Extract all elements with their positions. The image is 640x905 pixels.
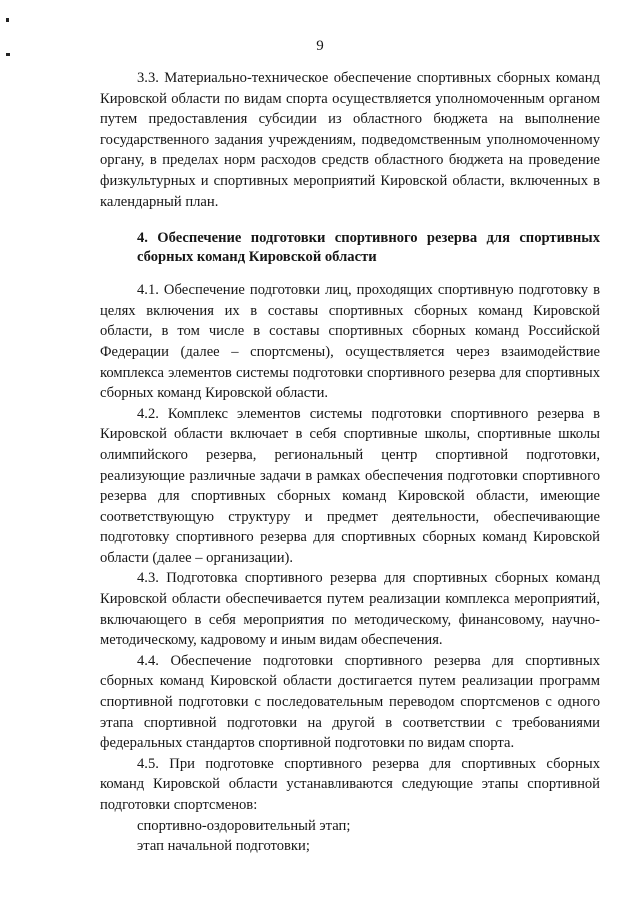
paragraph-4-5: 4.5. При подготовке спортивного резерва для спортивных сборных команд Кировской области устанавливаются следующие этапы спортивной подготовки спортсменов: — [100, 755, 600, 813]
section-4-heading: 4. Обеспечение подготовки спортивного резерва для спортивных сборных команд Кировской области — [137, 230, 600, 266]
paragraph-4-3: 4.3. Подготовка спортивного резерва для спортивных сборных команд Кировской области обеспечивается путем реализации комплекса мероприятий, включающего в себя мероприятия по методическому, финансовому, научно-методическому, кадровому и иным видам обеспечения. — [100, 570, 600, 649]
paragraph-4-1: 4.1. Обеспечение подготовки лиц, проходящих спортивную подготовку в целях включения их в составы спортивных сборных команд Кировской области, в том числе в составы спортивных сборных команд Российской Федерации (далее – спортсмены), осуществляется через взаимодействие комплекса элементов системы подготовки спортивного резерва для спортивных сборных команд Кировской области. — [100, 282, 600, 402]
scan-mark — [6, 53, 10, 56]
list-item-stage-1: спортивно-оздоровительный этап; — [137, 817, 351, 834]
document-body — [100, 68, 600, 857]
scan-mark — [6, 18, 9, 22]
paragraph-4-4: 4.4. Обеспечение подготовки спортивного резерва для спортивных сборных команд Кировской области достигается путем реализации программ спортивной подготовки с последовательным переводом спортсменов с одного этапа спортивной подготовки на другой в соответствии с требованиями федеральных стандартов спортивной подготовки по видам спорта. — [100, 652, 600, 752]
paragraph-3-3: 3.3. Материально-техническое обеспечение спортивных сборных команд Кировской области по видам спорта осуществляется уполномоченным органом путем предоставления субсидии из областного бюджета на выполнение государственного задания учреждениям, подведомственным уполномоченному органу, в пределах норм расходов средств областного бюджета на проведение физкультурных и спортивных мероприятий Кировской области, включенных в календарный план. — [100, 70, 600, 210]
list-item-stage-2: этап начальной подготовки; — [137, 838, 310, 855]
paragraph-4-2: 4.2. Комплекс элементов системы подготовки спортивного резерва в Кировской области включает в себя спортивные школы, спортивные школы олимпийского резерва, региональный центр спортивной подготовки, реализующие различные задачи в рамках обеспечения подготовки спортивного резерва для спортивных сборных команд Кировской области, имеющие соответствующую структуру и предмет деятельности, обеспечивающие подготовку спортивного резерва для спортивных сборных команд Кировской области (далее – организации). — [100, 405, 600, 566]
page-number: 9 — [316, 38, 324, 54]
